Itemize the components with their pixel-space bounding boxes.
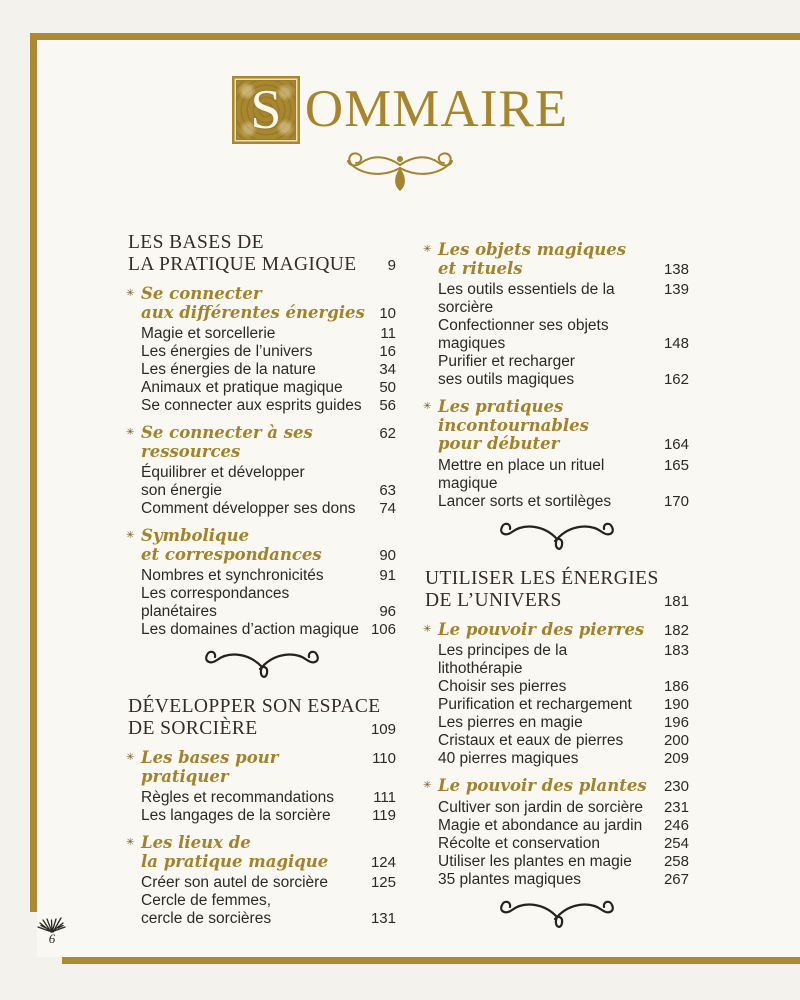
subsection-heading xyxy=(425,621,689,640)
entry-label: Se connecter xyxy=(141,284,262,303)
title-flourish-icon xyxy=(0,148,800,198)
subsection-heading xyxy=(128,749,396,786)
entry-label: planétaires xyxy=(141,603,217,620)
entry-page-number: 106 xyxy=(370,621,396,638)
entry-label: Créer son autel de sorcière xyxy=(141,874,328,891)
entry-page-number: 200 xyxy=(663,732,689,749)
entry-page-number: 181 xyxy=(663,592,689,610)
entry-page-number: 63 xyxy=(379,482,396,499)
toc-entry xyxy=(425,817,689,835)
entry-page-number: 16 xyxy=(379,343,396,360)
entry-page-number: 209 xyxy=(663,750,689,767)
toc-entry xyxy=(128,892,396,928)
entry-page-number: 125 xyxy=(370,874,396,891)
entry-label: Lancer sorts et sortilèges xyxy=(438,492,612,510)
toc-entry xyxy=(128,585,396,621)
subsection-heading xyxy=(425,398,689,454)
entry-label: et rituels xyxy=(438,258,523,278)
entry-label: Les bases pour pratiquer xyxy=(141,748,279,786)
section-divider-ornament xyxy=(128,650,396,680)
entry-label: Choisir ses pierres xyxy=(438,678,567,695)
entry-label: Récolte et conservation xyxy=(438,834,600,852)
chapter-heading xyxy=(128,696,396,740)
entry-label: Les lieux de xyxy=(141,833,251,852)
toc-entry xyxy=(425,871,689,889)
entry-page-number: 246 xyxy=(663,816,689,834)
subsection-heading xyxy=(128,834,396,871)
entry-label: Animaux et pratique magique xyxy=(141,379,343,396)
toc-entry xyxy=(425,642,689,678)
toc-entry xyxy=(425,714,689,732)
entry-label: Les objets magiques xyxy=(438,240,627,259)
section-bullet-icon: ✳ xyxy=(423,623,432,635)
toc-right-column xyxy=(425,232,689,940)
entry-page-number: 110 xyxy=(372,750,396,767)
toc-entry xyxy=(425,317,689,353)
illuminated-dropcap xyxy=(232,76,300,144)
entry-label: Confectionner ses objets xyxy=(438,317,609,334)
entry-page-number: 138 xyxy=(663,260,689,278)
entry-page-number: 90 xyxy=(379,546,396,564)
entry-page-number: 186 xyxy=(663,678,689,695)
toc-entry xyxy=(425,853,689,871)
toc-entry xyxy=(128,500,396,518)
frame-border-top xyxy=(30,33,800,40)
subsection-heading xyxy=(425,241,689,278)
entry-page-number: 190 xyxy=(663,696,689,713)
toc-entry xyxy=(128,325,396,343)
toc-entry xyxy=(425,353,689,389)
subsection-heading xyxy=(128,424,396,461)
toc-entry xyxy=(128,397,396,415)
entry-page-number: 124 xyxy=(370,853,396,871)
toc-entry xyxy=(128,361,396,379)
toc-entry xyxy=(128,379,396,397)
entry-label: la pratique magique xyxy=(141,851,329,871)
entry-page-number: 119 xyxy=(372,807,396,824)
toc-entry xyxy=(128,807,396,825)
entry-label: Purifier et recharger xyxy=(438,353,575,370)
entry-page-number: 34 xyxy=(379,361,396,378)
entry-label: Les pierres en magie xyxy=(438,714,583,731)
chapter-heading xyxy=(128,232,396,276)
entry-page-number: 10 xyxy=(379,304,396,322)
section-bullet-icon: ✳ xyxy=(126,427,135,438)
entry-label: UTILISER LES ÉNERGIES xyxy=(425,567,659,589)
entry-label: son énergie xyxy=(141,482,223,499)
section-divider-ornament xyxy=(425,522,689,552)
entry-page-number: 231 xyxy=(663,798,689,816)
entry-page-number: 56 xyxy=(379,397,396,414)
title-word: OMMAIRE xyxy=(304,80,569,138)
entry-page-number: 170 xyxy=(663,492,689,510)
entry-label: magiques xyxy=(438,335,506,352)
entry-label: aux différentes énergies xyxy=(141,302,365,322)
toc-entry xyxy=(128,874,396,892)
frame-border-bottom xyxy=(62,957,800,964)
toc-entry xyxy=(425,835,689,853)
entry-label: Comment développer ses dons xyxy=(141,500,356,517)
entry-page-number: 9 xyxy=(387,257,396,274)
entry-page-number: 254 xyxy=(663,834,689,852)
entry-label: Purification et rechargement xyxy=(438,696,632,713)
entry-label: Symbolique xyxy=(141,526,250,545)
entry-page-number: 139 xyxy=(663,281,689,298)
entry-label: Cercle de femmes, xyxy=(141,892,272,909)
entry-label: pour débuter xyxy=(438,434,560,453)
entry-label: Le pouvoir des plantes xyxy=(438,776,647,795)
entry-label: Magie et sorcellerie xyxy=(141,325,276,342)
page-title xyxy=(0,76,800,144)
chapter-heading xyxy=(425,568,689,612)
entry-label: 40 pierres magiques xyxy=(438,750,579,767)
entry-page-number: 50 xyxy=(379,379,396,396)
entry-page-number: 131 xyxy=(370,910,396,927)
entry-label: cercle de sorcières xyxy=(141,910,272,927)
page-number-marker xyxy=(30,910,74,947)
entry-page-number: 74 xyxy=(379,500,396,517)
entry-label: 35 plantes magiques xyxy=(438,870,582,888)
entry-page-number: 148 xyxy=(663,335,689,352)
entry-label: Se connecter aux esprits guides xyxy=(141,397,362,414)
toc-entry xyxy=(128,464,396,500)
entry-page-number: 182 xyxy=(663,621,689,639)
section-bullet-icon: ✳ xyxy=(126,288,135,299)
entry-label: Cristaux et eaux de pierres xyxy=(438,732,624,749)
toc-entry xyxy=(425,457,689,493)
entry-page-number: 62 xyxy=(379,425,396,442)
entry-label: DÉVELOPPER SON ESPACE xyxy=(128,696,381,717)
subsection-heading xyxy=(128,527,396,564)
toc-entry xyxy=(425,493,689,511)
entry-page-number: 196 xyxy=(663,714,689,731)
entry-label: Magie et abondance au jardin xyxy=(438,816,643,834)
toc-entry xyxy=(425,732,689,750)
entry-label: ses outils magiques xyxy=(438,371,575,388)
entry-label: Les pratiques incontournables xyxy=(438,397,589,435)
entry-page-number: 109 xyxy=(370,721,396,738)
section-bullet-icon: ✳ xyxy=(423,244,432,255)
entry-page-number: 258 xyxy=(663,852,689,870)
toc-entry xyxy=(425,799,689,817)
entry-label: Les correspondances xyxy=(141,585,290,602)
subsection-heading xyxy=(425,777,689,796)
subsection-heading xyxy=(128,285,396,322)
section-bullet-icon: ✳ xyxy=(126,837,135,848)
entry-label: Les langages de la sorcière xyxy=(141,807,331,824)
entry-page-number: 111 xyxy=(373,789,396,806)
entry-label: et correspondances xyxy=(141,544,322,564)
entry-label: LA PRATIQUE MAGIQUE xyxy=(128,254,357,275)
entry-label: Les principes de la lithothérapie xyxy=(438,642,568,677)
entry-label: Les énergies de la nature xyxy=(141,361,316,378)
entry-label: Mettre en place un rituel magique xyxy=(438,456,605,492)
section-bullet-icon: ✳ xyxy=(423,401,432,412)
section-bullet-icon: ✳ xyxy=(423,780,432,791)
entry-page-number: 267 xyxy=(663,870,689,888)
entry-page-number: 11 xyxy=(380,325,396,342)
toc-entry xyxy=(128,621,396,639)
entry-label: Le pouvoir des pierres xyxy=(438,619,645,639)
entry-page-number: 165 xyxy=(663,456,689,474)
entry-page-number: 230 xyxy=(663,778,689,795)
entry-page-number: 164 xyxy=(663,436,689,453)
entry-label: Utiliser les plantes en magie xyxy=(438,852,632,870)
section-bullet-icon: ✳ xyxy=(126,530,135,541)
entry-page-number: 96 xyxy=(379,603,396,620)
entry-label: Les domaines d’action magique xyxy=(141,621,359,638)
entry-label: Les outils essentiels de la sorcière xyxy=(438,281,615,316)
corner-page-number: 6 xyxy=(48,931,56,946)
toc-entry xyxy=(425,750,689,768)
entry-label: DE SORCIÈRE xyxy=(128,718,258,739)
entry-label: Nombres et synchronicités xyxy=(141,567,324,584)
entry-label: DE L’UNIVERS xyxy=(425,589,562,611)
section-bullet-icon: ✳ xyxy=(126,752,135,763)
toc-entry xyxy=(128,343,396,361)
entry-label: LES BASES DE xyxy=(128,232,264,253)
toc-entry xyxy=(425,696,689,714)
toc-entry xyxy=(425,281,689,317)
entry-label: Règles et recommandations xyxy=(141,789,334,806)
toc-entry xyxy=(128,567,396,585)
entry-page-number: 91 xyxy=(379,567,396,584)
entry-label: Les énergies de l’univers xyxy=(141,343,313,360)
toc-entry xyxy=(425,678,689,696)
entry-label: Équilibrer et développer xyxy=(141,464,305,481)
section-divider-ornament xyxy=(425,900,689,930)
toc-entry xyxy=(128,789,396,807)
toc-left-column xyxy=(128,232,396,928)
dropcap-letter: S xyxy=(250,79,282,141)
entry-page-number: 162 xyxy=(663,371,689,388)
entry-label: Cultiver son jardin de sorcière xyxy=(438,798,644,816)
entry-label: Se connecter à ses ressources xyxy=(141,423,313,461)
entry-page-number: 183 xyxy=(663,642,689,659)
